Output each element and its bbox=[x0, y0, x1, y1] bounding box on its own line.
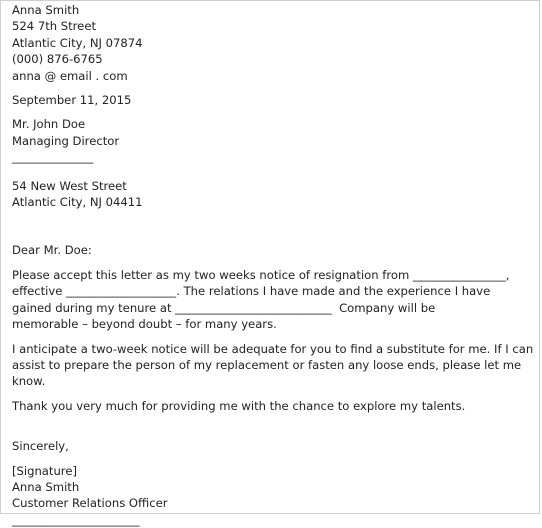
body-p1-line-3: gained during my tenure at ___________________________ Company will be bbox=[12, 300, 436, 315]
body-p1-line-4: memorable – beyond doubt – for many years. bbox=[12, 317, 277, 332]
spacer bbox=[12, 84, 537, 92]
closing-block bbox=[12, 438, 537, 528]
recipient-city: Atlantic City, NJ 04411 bbox=[12, 195, 143, 210]
recipient-title: Managing Director bbox=[12, 133, 120, 148]
sender-address-block bbox=[12, 2, 537, 84]
sender-street: 524 7th Street bbox=[12, 19, 96, 34]
signer-name: Anna Smith bbox=[12, 479, 80, 494]
body-paragraph-3: Thank you very much for providing me with the chance to explore my talents. bbox=[12, 398, 466, 413]
body-paragraph-2: I anticipate a two-week notice will be adequate for you to find a substitute for me. If I can assist to prepare the person of my replacement or fasten any loose ends, please let me know. bbox=[12, 341, 534, 389]
body-paragraph-1 bbox=[12, 267, 537, 333]
body-p1-line-2: effective ___________________. The relations I have made and the experience I have bbox=[12, 284, 491, 299]
salutation: Dear Mr. Doe: bbox=[12, 243, 92, 258]
signer-blank-line: ______________________ bbox=[12, 512, 140, 527]
spacer bbox=[12, 166, 537, 178]
sender-email: anna @ email . com bbox=[12, 68, 128, 83]
recipient-blank-line: ______________ bbox=[12, 150, 94, 165]
spacer bbox=[12, 333, 537, 341]
resignation-letter bbox=[12, 2, 537, 528]
sender-city: Atlantic City, NJ 07874 bbox=[12, 35, 143, 50]
closing-sincerely: Sincerely, bbox=[12, 439, 69, 454]
recipient-street: 54 New West Street bbox=[12, 178, 127, 193]
signature-placeholder: [Signature] bbox=[12, 463, 77, 478]
letter-date: September 11, 2015 bbox=[12, 93, 132, 108]
recipient-name: Mr. John Doe bbox=[12, 117, 86, 132]
spacer bbox=[12, 455, 537, 463]
spacer bbox=[12, 390, 537, 398]
spacer bbox=[12, 108, 537, 116]
body-p1-line-1: Please accept this letter as my two weeks notice of resignation from ________________, bbox=[12, 267, 510, 282]
spacer bbox=[12, 210, 537, 242]
signer-title: Customer Relations Officer bbox=[12, 496, 168, 511]
sender-name: Anna Smith bbox=[12, 3, 80, 17]
spacer bbox=[12, 414, 537, 438]
spacer bbox=[12, 259, 537, 267]
recipient-address-block bbox=[12, 116, 537, 210]
sender-phone: (000) 876-6765 bbox=[12, 52, 103, 67]
